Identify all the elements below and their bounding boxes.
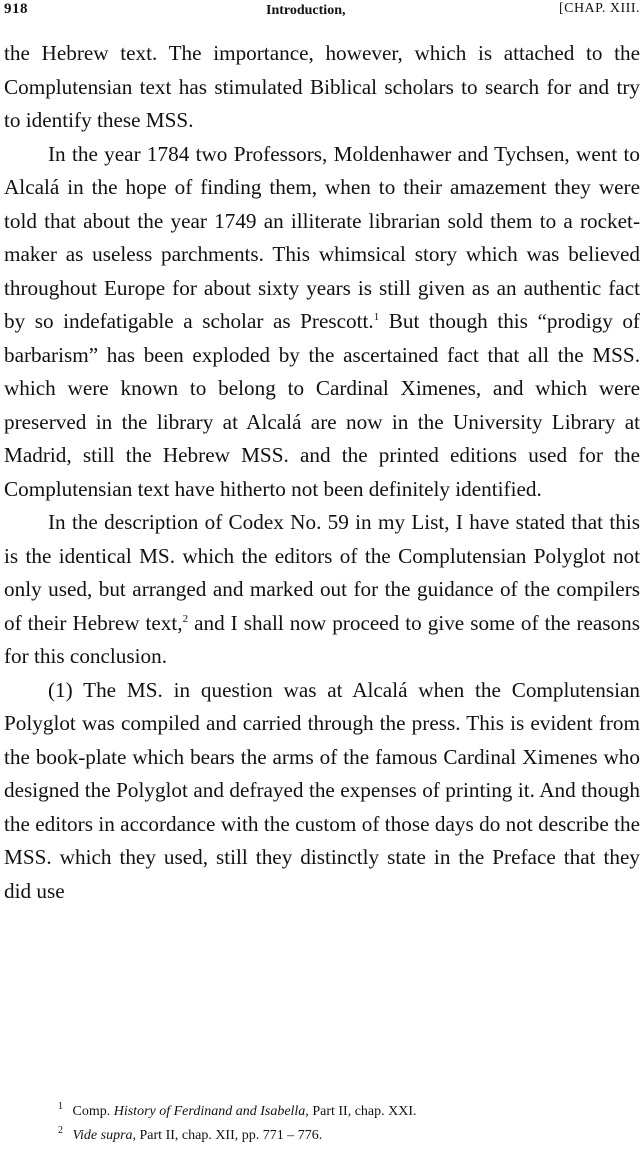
footnote-1 (58, 1100, 618, 1124)
footnote-reference-2[interactable]: 2 (182, 612, 189, 625)
paragraph-text: In the description of Codex No. 59 in my List, I have stated that this is the identical MS. which the editors of the Complutensian Polyglot not only used, but arranged and marked out for the guidance of the compilers of their Hebrew text, (4, 510, 640, 635)
footnotes (58, 1100, 618, 1148)
paragraph-text: But though this “prodigy of barbarism” has been exploded by the ascertained fact that all the MSS. which were known to belong to Cardinal Ximenes, and which were preserved in the library at Alcalá are now in the University Library at Madrid, still the Hebrew MSS. and the printed editions used for the Complutensian text have hitherto not been definitely identified. (4, 309, 640, 501)
body-text (4, 37, 640, 908)
running-header (0, 0, 644, 30)
paragraph-text: In the year 1784 two Professors, Moldenhawer and Tychsen, went to Alcalá in the hope of finding them, when to their amazement they were told that about the year 1749 an illiterate librarian sold them to a rocket-maker as useless parchments. This whimsical story which was believed throughout Europe for about sixty years is still given as an authentic fact by so indefatigable a scholar as Prescott. (4, 141, 640, 333)
footnote-title: Vide supra, (72, 1128, 137, 1143)
footnote-mark: 2 (58, 1125, 63, 1137)
paragraph-reason-1 (4, 674, 640, 909)
footnote-reference-1[interactable]: 1 (373, 310, 380, 323)
paragraph-alcala-story (4, 138, 640, 507)
running-title: Introduction, (266, 3, 346, 18)
footnote-lead: Comp. (72, 1104, 111, 1119)
footnote-rest: Part II, chap. XXI. (312, 1104, 417, 1119)
page-number: 918 (4, 1, 28, 17)
paragraph-text: and I shall now proceed to give some of the reasons for this conclusion. (4, 610, 640, 668)
paragraph-continuation (4, 37, 640, 138)
paragraph-text: the Hebrew text. The importance, however, which is attached to the Complutensian text has stimulated Biblical scholars to search for and try to identify these MSS. (4, 41, 640, 132)
footnote-mark: 1 (58, 1101, 63, 1113)
footnote-title: History of Ferdinand and Isabella, (113, 1104, 309, 1119)
chapter-label: [CHAP. XIII. (558, 1, 640, 16)
footnote-rest: Part II, chap. XII, pp. 771 – 776. (139, 1128, 323, 1143)
footnote-2 (58, 1124, 618, 1148)
paragraph-codex-59 (4, 506, 640, 674)
paragraph-text: (1) The MS. in question was at Alcalá when the Complutensian Polyglot was compiled and carried through the press. This is evident from the book-plate which bears the arms of the famous Cardinal Ximenes who designed the Polyglot and defrayed the expenses of printing it. And though the editors in accordance with the custom of those days do not describe the MSS. which they used, still they distinctly state in the Preface that they did use (4, 677, 640, 903)
